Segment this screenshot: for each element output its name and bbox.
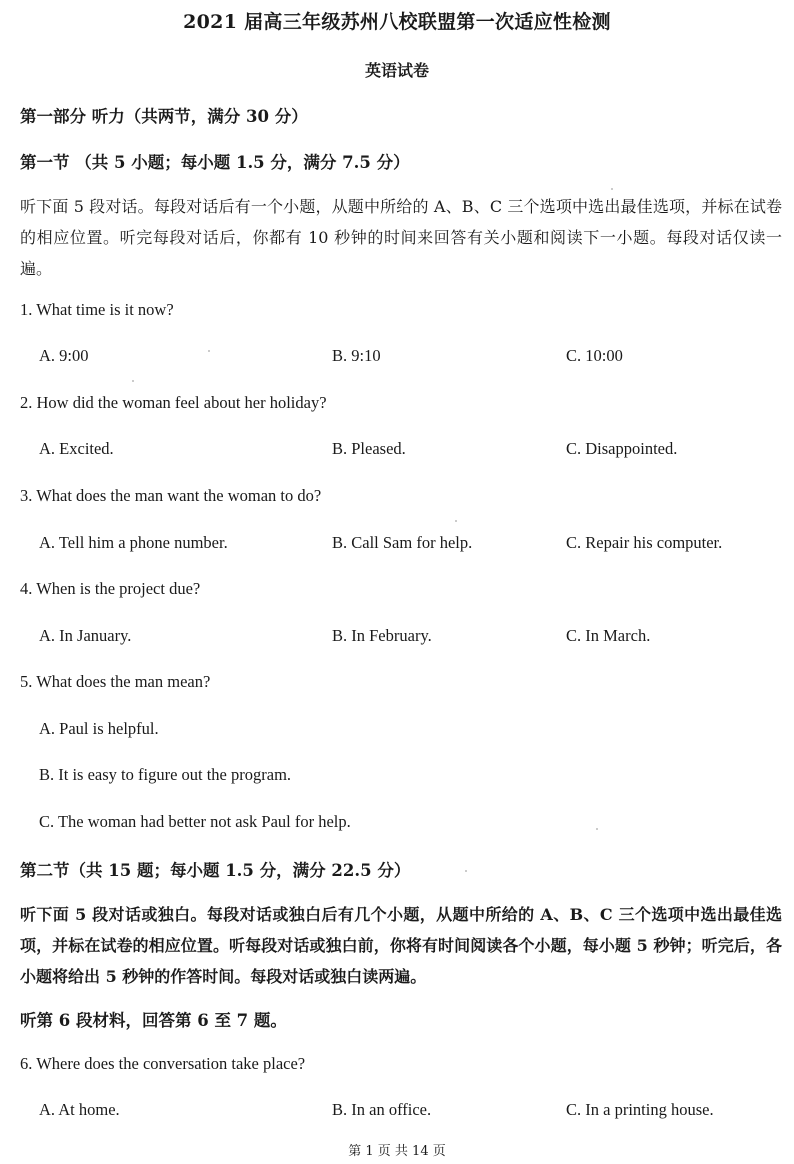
part1-heading: 第一部分 听力（共两节，满分 30 分）	[20, 107, 308, 126]
question-4: 4. When is the project due?	[20, 579, 201, 598]
question-6-option-c: C. In a printing house.	[566, 1100, 714, 1119]
scan-speck	[208, 350, 210, 352]
question-1-option-a: A. 9:00	[39, 346, 89, 365]
section1-instructions: 听下面 5 段对话。每段对话后有一个小题，从题中所给的 A、B、C 三个选项中选出最佳选项，并标在试卷的相应位置。听完每段对话后，你都有 10 秒钟的时间来回答有关小题和阅读下一小题。每段对话仅读一遍。	[20, 197, 782, 278]
question-3-option-a: A. Tell him a phone number.	[39, 533, 228, 552]
question-6-option-b: B. In an office.	[332, 1100, 432, 1119]
question-6: 6. Where does the conversation take place?	[20, 1054, 306, 1073]
question-5: 5. What does the man mean?	[20, 672, 211, 691]
question-3: 3. What does the man want the woman to do?	[20, 486, 322, 505]
page-subtitle: 英语试卷	[364, 61, 429, 80]
question-4-option-a: A. In January.	[39, 626, 132, 645]
question-3-option-c: C. Repair his computer.	[566, 533, 723, 552]
material-6-heading: 听第 6 段材料，回答第 6 至 7 题。	[20, 1011, 287, 1030]
section1-heading: 第一节 （共 5 小题；每小题 1.5 分，满分 7.5 分）	[20, 153, 410, 172]
question-5-option-a: A. Paul is helpful.	[39, 719, 159, 738]
section2-instructions: 听下面 5 段对话或独白。每段对话或独白后有几个小题，从题中所给的 A、B、C 三个选项中选出最佳选项，并标在试卷的相应位置。听每段对话或独白前，你将有时间阅读各个小题，每小题 5 秒钟；听完后，各小题将给出 5 秒钟的作答时间。每段对话或独白读两遍。	[20, 905, 782, 986]
scan-speck	[465, 870, 467, 872]
question-1: 1. What time is it now?	[20, 300, 174, 319]
question-4-option-c: C. In March.	[566, 626, 651, 645]
page-footer: 第 1 页 共 14 页	[348, 1144, 446, 1159]
question-2: 2. How did the woman feel about her holiday?	[20, 393, 327, 412]
section2-heading: 第二节（共 15 题；每小题 1.5 分，满分 22.5 分）	[20, 861, 411, 880]
scan-speck	[455, 520, 457, 522]
question-5-option-b: B. It is easy to figure out the program.	[39, 765, 292, 784]
question-1-option-b: B. 9:10	[332, 346, 381, 365]
question-4-option-b: B. In February.	[332, 626, 432, 645]
scan-speck	[611, 188, 613, 190]
question-6-option-a: A. At home.	[39, 1100, 120, 1119]
scan-speck	[132, 380, 134, 382]
question-2-option-a: A. Excited.	[39, 439, 114, 458]
question-2-option-b: B. Pleased.	[332, 439, 406, 458]
question-2-option-c: C. Disappointed.	[566, 439, 678, 458]
page-title: 2021 届高三年级苏州八校联盟第一次适应性检测	[183, 11, 611, 33]
scan-speck	[596, 828, 598, 830]
question-1-option-c: C. 10:00	[566, 346, 623, 365]
question-3-option-b: B. Call Sam for help.	[332, 533, 473, 552]
question-5-option-c: C. The woman had better not ask Paul for help.	[39, 812, 351, 831]
